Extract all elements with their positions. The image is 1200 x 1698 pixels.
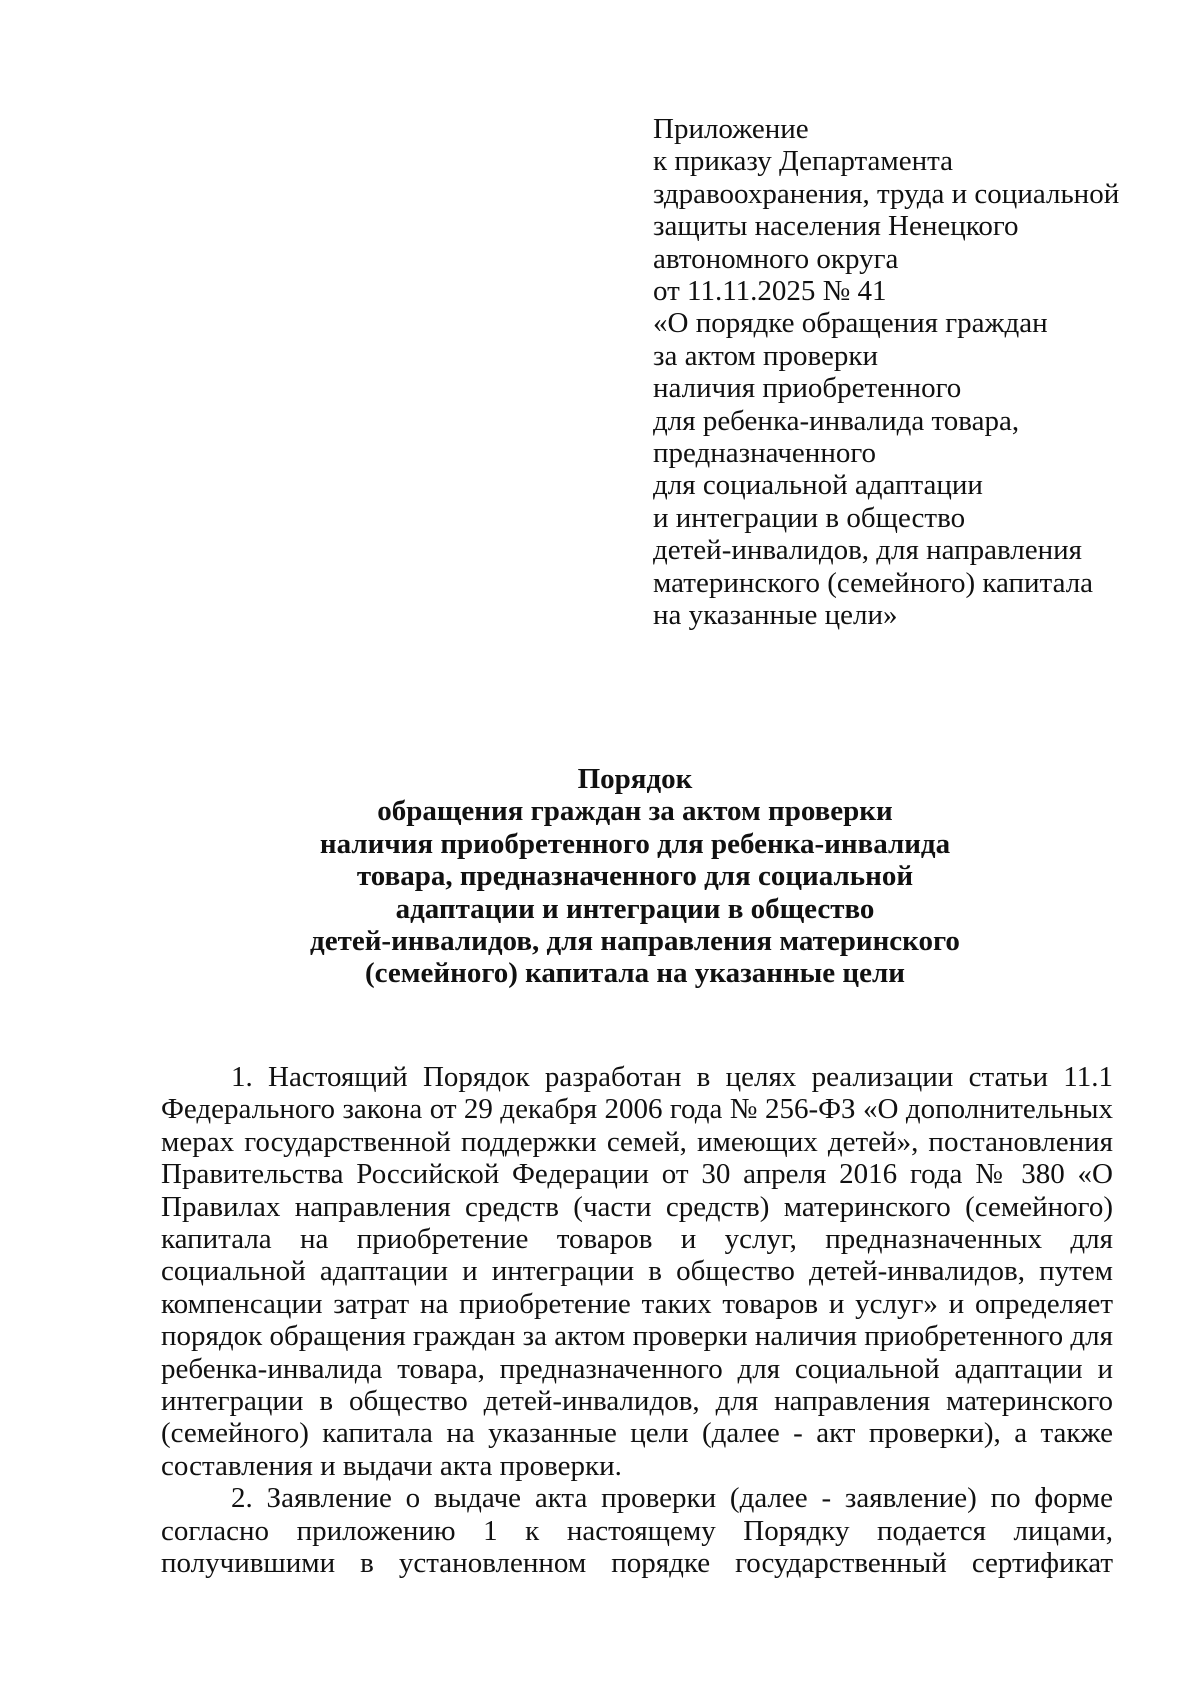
appendix-line: к приказу Департамента <box>653 145 954 178</box>
appendix-line: от 11.11.2025 № 41 <box>653 275 887 308</box>
document-body <box>161 1061 1113 1580</box>
paragraph-1: 1. Настоящий Порядок разработан в целях реализации статьи 11.1 Федерального закона от 29 декабря 2006 года № 256-ФЗ «О дополнительных мерах государственной поддержки семей, имеющих детей», постановления Правительства Российской Федерации от 30 апреля 2016 года № 380 «О Правилах направления средств (части средств) материнского (семейного) капитала на приобретение товаров и услуг, предназначенных для социальной адаптации и интеграции в общество детей-инвалидов, путем компенсации затрат на приобретение таких товаров и услуг» и определяет порядок обращения граждан за актом проверки наличия приобретенного для ребенка-инвалида товара, предназначенного для социальной адаптации и интеграции в общество детей-инвалидов, для направления материнского (семейного) капитала на указанные цели (далее - акт проверки), а также составления и выдачи акта проверки. <box>161 1061 1113 1482</box>
title-line: наличия приобретенного для ребенка-инвалида <box>319 827 951 860</box>
appendix-line: за актом проверки <box>653 339 879 372</box>
title-line: Порядок <box>577 763 693 795</box>
title-line: адаптации и интеграции в общество <box>395 892 875 925</box>
title-line: (семейного) капитала на указанные цели <box>365 957 905 990</box>
title-line: детей-инвалидов, для направления материнского <box>310 925 960 958</box>
appendix-line: для социальной адаптации <box>653 469 983 502</box>
appendix-line: наличия приобретенного <box>653 372 962 405</box>
paragraph-2: 2. Заявление о выдаче акта проверки (далее - заявление) по форме согласно приложению 1 к настоящему Порядку подается лицами, получившими в установленном порядке государственный сертификат <box>161 1482 1113 1580</box>
appendix-line: «О порядке обращения граждан <box>653 307 1048 340</box>
appendix-header <box>653 113 1173 632</box>
appendix-line: Приложение <box>653 113 809 145</box>
appendix-line: предназначенного <box>653 437 877 470</box>
title-line: товара, предназначенного для социальной <box>356 860 914 893</box>
appendix-line: детей-инвалидов, для направления <box>653 534 1083 567</box>
appendix-line: и интеграции в общество <box>653 501 966 534</box>
appendix-line: защиты населения Ненецкого <box>653 210 1019 243</box>
appendix-line: здравоохранения, труда и социальной <box>653 177 1120 210</box>
title-line: обращения граждан за актом проверки <box>377 795 893 828</box>
appendix-line: автономного округа <box>653 242 899 275</box>
appendix-line: на указанные цели» <box>653 599 898 632</box>
appendix-line: для ребенка-инвалида товара, <box>653 404 1020 437</box>
document-title <box>150 763 1120 990</box>
appendix-line: материнского (семейного) капитала <box>653 566 1094 599</box>
